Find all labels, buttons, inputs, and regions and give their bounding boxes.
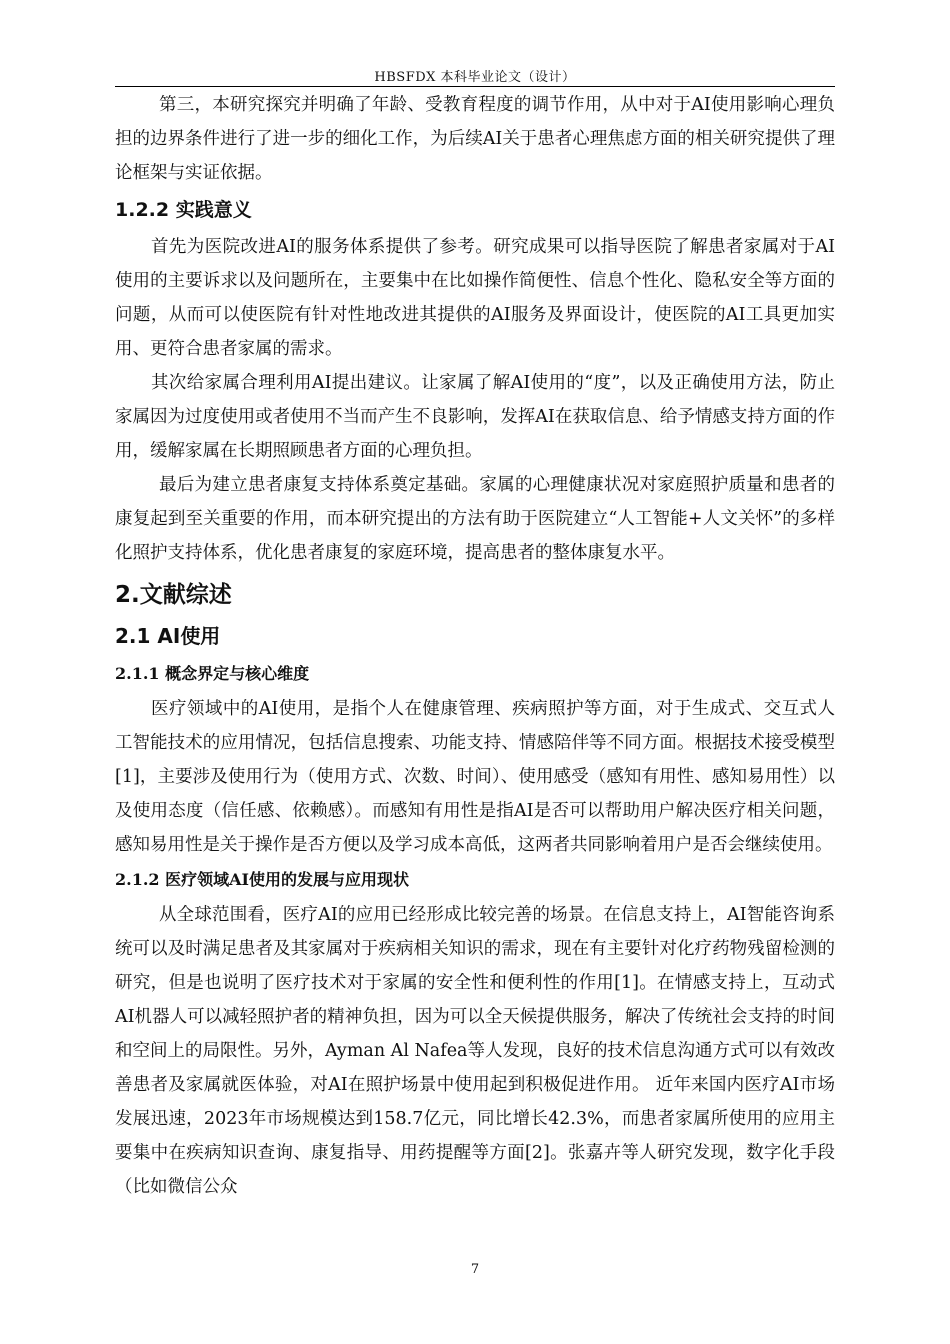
heading-1-2-2: 1.2.2 实践意义	[115, 199, 252, 221]
heading-2-1-2: 2.1.2 医疗领域AI使用的发展与应用现状	[115, 870, 410, 889]
paragraph-concept-definition: 医疗领域中的AI使用，是指个人在健康管理、疾病照护等方面，对于生成式、交互式人工智能技术的应用情况，包括信息搜索、功能支持、情感陪伴等不同方面。根据技术接受模型[1]，主要涉及使用行为（使用方式、次数、时间）、使用感受（感知有用性、感知易用性）以及使用态度（信任感、依赖感）。而感知有用性是指AI是否可以帮助用户解决医疗相关问题，感知易用性是关于操作是否方便以及学习成本高低，这两者共同影响着用户是否会继续使用。	[115, 699, 835, 855]
paragraph-practice-third: 最后为建立患者康复支持体系奠定基础。家属的心理健康状况对家庭照护质量和患者的康复起到至关重要的作用，而本研究提出的方法有助于医院建立“人工智能+人文关怀”的多样化照护支持体系，优化患者康复的家庭环境，提高患者的整体康复水平。	[115, 475, 835, 563]
heading-2-1-1: 2.1.1 概念界定与核心维度	[115, 664, 310, 683]
paragraph-practice-first: 首先为医院改进AI的服务体系提供了参考。研究成果可以指导医院了解患者家属对于AI使用的主要诉求以及问题所在，主要集中在比如操作简便性、信息个性化、隐私安全等方面的问题，从而可以使医院有针对性地改进其提供的AI服务及界面设计，使医院的AI工具更加实用、更符合患者家属的需求。	[115, 237, 835, 359]
header-rule	[115, 86, 835, 87]
paragraph-practice-second: 其次给家属合理利用AI提出建议。让家属了解AI使用的“度”，以及正确使用方法，防止家属因为过度使用或者使用不当而产生不良影响，发挥AI在获取信息、给予情感支持方面的作用，缓解家属在长期照顾患者方面的心理负担。	[115, 373, 835, 461]
running-header: HBSFDX 本科毕业论文（设计）	[374, 70, 576, 85]
paragraph-development-status: 从全球范围看，医疗AI的应用已经形成比较完善的场景。在信息支持上，AI智能咨询系统可以及时满足患者及其家属对于疾病相关知识的需求，现在有主要针对化疗药物残留检测的研究，但是也说明了医疗技术对于家属的安全性和便利性的作用[1]。在情感支持上，互动式AI机器人可以减轻照护者的精神负担，因为可以全天候提供服务，解决了传统社会支持的时间和空间上的局限性。另外，Ayman Al Nafea等人发现，良好的技术信息沟通方式可以有效改善患者及家属就医体验，对AI在照护场景中使用起到积极促进作用。 近年来国内医疗AI市场发展迅速，2023年市场规模达到158.7亿元，同比增长42.3%，而患者家属所使用的应用主要集中在疾病知识查询、康复指导、用药提醒等方面[2]。张嘉卉等人研究发现，数字化手段（比如微信公众	[115, 905, 835, 1197]
page-number: 7	[470, 1262, 480, 1277]
heading-2: 2.文献综述	[115, 582, 232, 608]
paragraph-theory-third: 第三，本研究探究并明确了年龄、受教育程度的调节作用，从中对于AI使用影响心理负担的边界条件进行了进一步的细化工作，为后续AI关于患者心理焦虑方面的相关研究提供了理论框架与实证依据。	[115, 95, 835, 183]
body-content	[115, 88, 835, 1204]
heading-2-1: 2.1 AI使用	[115, 624, 221, 648]
